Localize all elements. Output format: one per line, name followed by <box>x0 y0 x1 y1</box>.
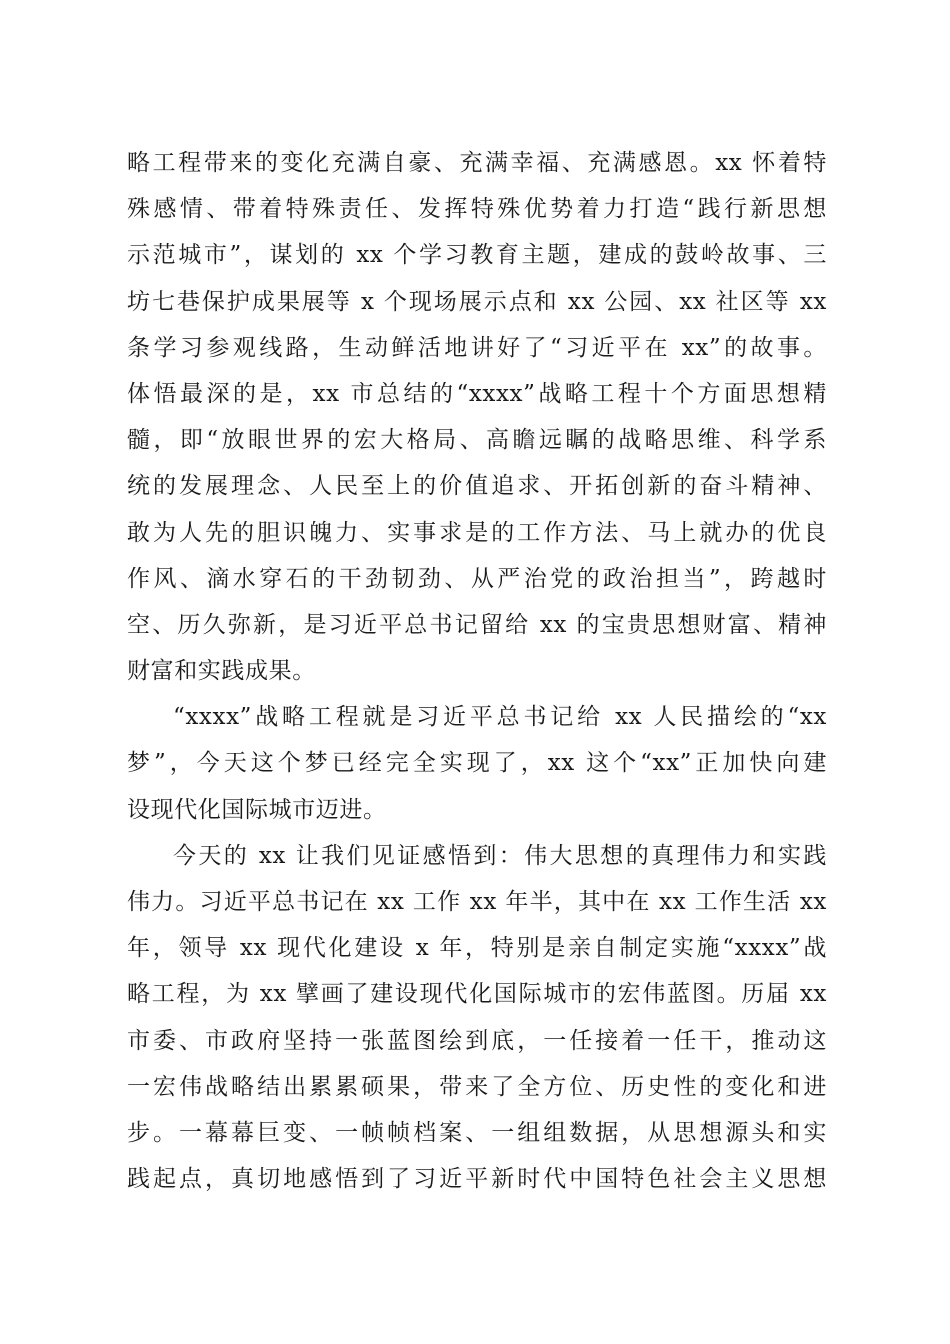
text-line: 财富和实践成果。 <box>127 658 316 685</box>
text-line: 殊感情、带着特殊责任、发挥特殊优势着力打造“践行新思想 <box>127 196 827 223</box>
text-line: 一宏伟战略结出累累硕果，带来了全方位、历史性的变化和进 <box>127 1073 827 1100</box>
text-line: 步。一幕幕巨变、一帧帧档案、一组组数据，从思想源头和实 <box>127 1119 827 1146</box>
text-line: 伟力。习近平总书记在 xx 工作 xx 年半，其中在 xx 工作生活 xx <box>127 889 827 915</box>
text-line: 市委、市政府坚持一张蓝图绘到底，一任接着一任干，推动这 <box>127 1027 827 1054</box>
text-line: 略工程，为 xx 擘画了建设现代化国际城市的宏伟蓝图。历届 xx <box>127 981 827 1008</box>
text-line: 髓，即“放眼世界的宏大格局、高瞻远瞩的战略思维、科学系 <box>127 427 827 454</box>
text-line: 设现代化国际城市迈进。 <box>127 796 387 823</box>
text-line: 今天的 xx 让我们见证感悟到：伟大思想的真理伟力和实践 <box>173 842 827 869</box>
text-line: 条学习参观线路，生动鲜活地讲好了“习近平在 xx”的故事。 <box>127 334 827 361</box>
text-line: 统的发展理念、人民至上的价值追求、开拓创新的奋斗精神、 <box>127 473 827 500</box>
text-line: “xxxx”战略工程就是习近平总书记给 xx 人民描绘的“xx <box>173 704 827 731</box>
text-line: 空、历久弥新，是习近平总书记留给 xx 的宝贵思想财富、精神 <box>127 611 827 638</box>
text-line: 敢为人先的胆识魄力、实事求是的工作方法、马上就办的优良 <box>127 519 827 546</box>
text-line: 体悟最深的是，xx 市总结的“xxxx”战略工程十个方面思想精 <box>127 380 827 407</box>
text-line: 年，领导 xx 现代化建设 x 年，特别是亲自制定实施“xxxx”战 <box>127 935 827 962</box>
text-line: 坊七巷保护成果展等 x 个现场展示点和 xx 公园、xx 社区等 xx <box>127 288 827 315</box>
text-line: 梦”，今天这个梦已经完全实现了，xx 这个“xx”正加快向建 <box>127 750 827 777</box>
text-line: 践起点，真切地感悟到了习近平新时代中国特色社会主义思想 <box>127 1166 827 1193</box>
text-line: 示范城市”，谋划的 xx 个学习教育主题，建成的鼓岭故事、三 <box>127 242 827 269</box>
text-line: 作风、滴水穿石的干劲韧劲、从严治党的政治担当”，跨越时 <box>127 565 827 592</box>
document-body <box>127 140 827 1202</box>
text-line: 略工程带来的变化充满自豪、充满幸福、充满感恩。xx 怀着特 <box>127 150 827 176</box>
